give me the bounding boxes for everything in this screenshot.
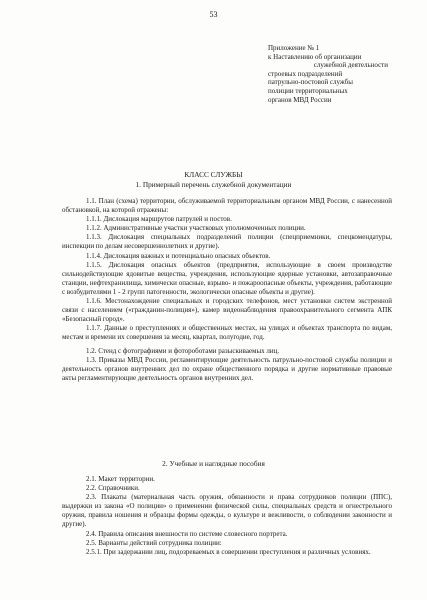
annex-line: полиции территориальных [268,86,348,95]
section1-body [62,197,392,383]
paragraph: 1.3. Приказы МВД России, регламентирующие деятельность патрульно-постовой службы полиции и деятельность органов внутренних дел по охране общественного порядка и другие нормативные правовые акты регламентирующие деятельность органов внутренних дел. [62,355,392,382]
section2-heading: 2. Учебные и наглядные пособия [162,459,265,468]
annex-line: патрульно-постовой службы [268,78,353,87]
paragraph: 2.5.1. При задержании лиц, подозреваемых в совершении преступления и различных условиях. [86,547,371,556]
paragraph: 1.2. Стенд с фотографиями и фотороботами разыскиваемых лиц. [86,346,280,355]
paragraph: 2.3. Плакаты (материальная часть оружия, обязанности и права сотрудников полиции (ППС), выдержки из закона «О полиции» о применении физической силы, специальных средств и огнестрельного оружия, правила ношения и образцы формы одежды, о культуре и вежливости, о соблюдении законности и другие). [62,493,392,529]
annex-line: Приложение № 1 [268,44,320,52]
annex-line: органов МВД России [268,95,332,104]
section1-heading: 1. Примерный перечень служебной документации [135,180,292,189]
annex-line: служебной деятельности [313,61,388,70]
annex-line: к Наставлению об организации [268,52,362,61]
page-number: 53 [209,10,218,19]
paragraph: 1.1.6. Местонахождение специальных и городских телефонов, мест установки систем экстренной связи с населением («гражданин-полиция»), камер видеонаблюдения правоохранительного сегмента АПК «Безопасный город». [62,297,392,324]
section2-body [62,475,392,557]
annex-block [268,44,388,104]
paragraph: 1.1.7. Данные о преступлениях и общественных местах, на улицах и объектах транспорта по видам, местам и времени их совершения за месяц, квартал, полугодие, год. [62,324,392,342]
paragraph: 1.1.5. Дислокация опасных объектов (предприятия, использующие в своем производстве сильнодействующие ядовитые вещества, учреждения, использующие ядерные установки, автозаправочные станции, нефтехранилища, химически опасные, взрыво- и пожароопасные объекты, учреждения, работающие с возбудителями 1 - 2 групп патогенности, экологически опасные объекты и другие). [62,260,392,296]
paragraph: 2.2. Справочники. [86,484,140,493]
paragraph: 1.1.2. Административные участки участковых уполномоченных полиции. [86,224,306,233]
paragraph: 1.1.4. Дислокация важных и потенциально опасных объектов. [86,251,271,260]
paragraph: 1.1. План (схема) территории, обслуживаемой территориальным органом МВД России, с нанесенной обстановкой, на которой отражены: [62,197,392,215]
paragraph: 2.5. Варианты действий сотрудника полиции: [86,538,222,547]
paragraph: 2.1. Макет территории. [86,475,155,483]
paragraph: 1.1.3. Дислокация специальных подразделений полиции (спецприемники, спецкомендатуры, инспекции по делам несовершеннолетних и другие). [62,233,392,251]
annex-line: строевых подразделений [268,69,343,78]
paragraph: 2.4. Правила описания внешности по системе словесного портрета. [86,529,288,538]
paragraph: 1.1.1. Дислокация маршрутов патрулей и постов. [86,215,232,224]
document-title: КЛАСС СЛУЖБЫ [184,170,243,179]
